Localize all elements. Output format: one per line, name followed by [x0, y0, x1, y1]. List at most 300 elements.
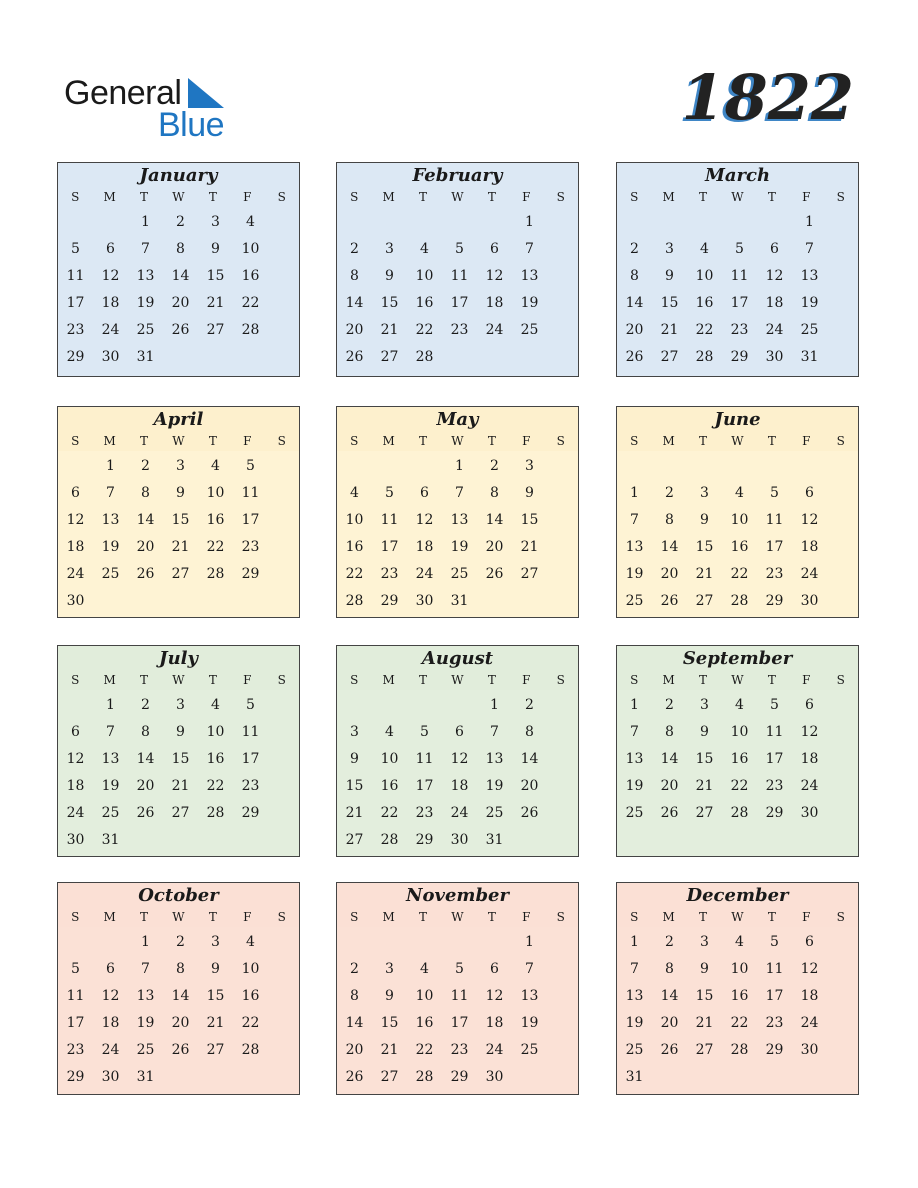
day-cell: 5 — [71, 961, 80, 977]
month-december — [616, 882, 859, 1095]
day-cell: 10 — [730, 512, 749, 528]
weekday-label: S — [556, 434, 565, 448]
weekday-label: S — [630, 190, 639, 204]
day-cell: 29 — [66, 349, 85, 365]
weekday-label: S — [71, 673, 80, 687]
day-cell: 2 — [525, 697, 534, 713]
day-cell: 5 — [735, 241, 744, 257]
day-cell: 26 — [660, 805, 679, 821]
month-header — [58, 163, 299, 207]
weekday-label: F — [802, 190, 811, 204]
day-cell: 28 — [415, 349, 434, 365]
day-cell: 2 — [350, 961, 359, 977]
day-cell: 27 — [206, 1042, 225, 1058]
weekday-label: S — [630, 910, 639, 924]
day-cell: 13 — [625, 751, 644, 767]
day-cell: 8 — [350, 268, 359, 284]
day-cell: 3 — [176, 458, 185, 474]
day-cell: 3 — [211, 214, 220, 230]
day-cell: 23 — [765, 778, 784, 794]
empty-day-cell — [93, 931, 128, 958]
day-cell: 8 — [665, 512, 674, 528]
day-cell: 3 — [525, 458, 534, 474]
day-cell: 7 — [141, 241, 150, 257]
day-cell: 6 — [71, 485, 80, 501]
empty-day-cell — [337, 455, 372, 482]
weekday-label: M — [382, 434, 395, 448]
month-november — [336, 882, 579, 1095]
weekday-label: W — [172, 434, 185, 448]
day-cell: 27 — [695, 805, 714, 821]
day-cell: 11 — [415, 751, 434, 767]
brand-logo — [64, 74, 234, 142]
empty-day-cell — [58, 931, 93, 958]
day-cell: 18 — [485, 1015, 504, 1031]
day-cell: 27 — [695, 593, 714, 609]
empty-day-cell — [442, 931, 477, 958]
day-cell: 19 — [520, 1015, 539, 1031]
day-cell: 26 — [136, 566, 155, 582]
day-cell: 17 — [765, 751, 784, 767]
weekday-label: S — [277, 434, 286, 448]
day-cell: 8 — [141, 485, 150, 501]
day-cell: 18 — [800, 539, 819, 555]
day-cell: 6 — [490, 961, 499, 977]
day-cell: 9 — [385, 988, 394, 1004]
day-cell: 9 — [211, 241, 220, 257]
weekday-label: F — [243, 190, 252, 204]
day-cell: 13 — [625, 539, 644, 555]
day-cell: 7 — [525, 241, 534, 257]
day-cell: 14 — [345, 1015, 364, 1031]
day-cell: 23 — [765, 1015, 784, 1031]
day-cell: 20 — [660, 566, 679, 582]
day-cell: 31 — [101, 832, 120, 848]
day-cell: 18 — [485, 295, 504, 311]
day-grid — [337, 690, 578, 856]
day-cell: 10 — [730, 724, 749, 740]
day-cell: 6 — [71, 724, 80, 740]
day-cell: 27 — [345, 832, 364, 848]
weekday-label: W — [172, 190, 185, 204]
day-cell: 16 — [730, 539, 749, 555]
day-cell: 2 — [141, 458, 150, 474]
weekday-header-row — [617, 431, 858, 451]
day-cell: 19 — [450, 539, 469, 555]
brand-name-blue: Blue — [158, 106, 225, 144]
day-cell: 1 — [141, 934, 150, 950]
day-cell: 25 — [800, 322, 819, 338]
day-cell: 21 — [380, 1042, 399, 1058]
day-cell: 1 — [630, 485, 639, 501]
day-cell: 5 — [420, 724, 429, 740]
day-cell: 19 — [800, 295, 819, 311]
day-grid — [617, 451, 858, 617]
day-cell: 4 — [246, 934, 255, 950]
weekday-label: S — [277, 190, 286, 204]
day-cell: 29 — [765, 593, 784, 609]
day-cell: 6 — [805, 697, 814, 713]
day-cell: 13 — [101, 512, 120, 528]
month-header — [337, 163, 578, 207]
day-cell: 25 — [625, 1042, 644, 1058]
day-cell: 7 — [106, 724, 115, 740]
month-september — [616, 645, 859, 857]
day-cell: 12 — [485, 988, 504, 1004]
day-cell: 14 — [136, 512, 155, 528]
month-header — [58, 646, 299, 690]
weekday-label: T — [419, 910, 428, 924]
weekday-label: M — [382, 910, 395, 924]
day-cell: 17 — [765, 988, 784, 1004]
weekday-label: M — [382, 190, 395, 204]
weekday-label: T — [208, 910, 217, 924]
day-cell: 14 — [660, 539, 679, 555]
month-name: May — [436, 409, 479, 430]
day-cell: 7 — [630, 724, 639, 740]
weekday-label: T — [699, 910, 708, 924]
day-cell: 12 — [800, 512, 819, 528]
empty-day-cell — [792, 455, 827, 482]
day-cell: 25 — [136, 1042, 155, 1058]
day-grid — [617, 927, 858, 1093]
month-header — [617, 163, 858, 207]
day-cell: 15 — [206, 268, 225, 284]
weekday-label: S — [556, 190, 565, 204]
day-cell: 1 — [106, 697, 115, 713]
day-cell: 27 — [380, 1069, 399, 1085]
day-cell: 1 — [455, 458, 464, 474]
weekday-label: T — [767, 434, 776, 448]
day-grid — [617, 207, 858, 373]
day-cell: 5 — [770, 485, 779, 501]
day-cell: 30 — [765, 349, 784, 365]
weekday-label: F — [522, 673, 531, 687]
day-cell: 26 — [136, 805, 155, 821]
day-cell: 15 — [660, 295, 679, 311]
weekday-label: F — [243, 434, 252, 448]
day-cell: 20 — [485, 539, 504, 555]
day-cell: 1 — [805, 214, 814, 230]
month-header — [617, 407, 858, 451]
weekday-label: S — [71, 910, 80, 924]
weekday-label: T — [699, 190, 708, 204]
day-cell: 14 — [520, 751, 539, 767]
day-cell: 11 — [241, 724, 260, 740]
empty-day-cell — [617, 455, 652, 482]
day-cell: 7 — [106, 485, 115, 501]
day-cell: 22 — [241, 295, 260, 311]
day-cell: 7 — [805, 241, 814, 257]
day-cell: 16 — [241, 268, 260, 284]
weekday-label: T — [767, 190, 776, 204]
day-cell: 11 — [450, 268, 469, 284]
weekday-label: W — [731, 434, 744, 448]
day-cell: 8 — [350, 988, 359, 1004]
day-cell: 10 — [730, 961, 749, 977]
day-cell: 30 — [101, 1069, 120, 1085]
day-cell: 22 — [345, 566, 364, 582]
weekday-label: W — [451, 434, 464, 448]
empty-day-cell — [372, 211, 407, 238]
day-cell: 4 — [211, 458, 220, 474]
weekday-label: F — [243, 673, 252, 687]
month-name: December — [686, 885, 789, 906]
month-name: July — [159, 648, 198, 669]
day-cell: 28 — [241, 1042, 260, 1058]
day-cell: 22 — [415, 1042, 434, 1058]
day-cell: 3 — [385, 241, 394, 257]
month-january — [57, 162, 300, 377]
day-cell: 5 — [455, 961, 464, 977]
weekday-label: W — [731, 673, 744, 687]
day-cell: 8 — [490, 485, 499, 501]
day-cell: 12 — [101, 268, 120, 284]
day-cell: 28 — [415, 1069, 434, 1085]
day-cell: 25 — [625, 805, 644, 821]
weekday-header-row — [337, 431, 578, 451]
day-cell: 19 — [485, 778, 504, 794]
day-cell: 29 — [66, 1069, 85, 1085]
day-cell: 16 — [241, 988, 260, 1004]
day-cell: 11 — [450, 988, 469, 1004]
month-april — [57, 406, 300, 618]
empty-day-cell — [337, 694, 372, 721]
day-cell: 28 — [206, 805, 225, 821]
day-cell: 29 — [380, 593, 399, 609]
day-cell: 31 — [800, 349, 819, 365]
day-cell: 4 — [211, 697, 220, 713]
day-cell: 17 — [730, 295, 749, 311]
day-cell: 25 — [625, 593, 644, 609]
day-cell: 30 — [450, 832, 469, 848]
day-cell: 19 — [136, 1015, 155, 1031]
day-cell: 17 — [241, 512, 260, 528]
day-cell: 19 — [625, 1015, 644, 1031]
day-cell: 16 — [415, 295, 434, 311]
day-cell: 4 — [350, 485, 359, 501]
day-cell: 25 — [520, 1042, 539, 1058]
day-cell: 9 — [211, 961, 220, 977]
day-cell: 9 — [665, 268, 674, 284]
weekday-header-row — [58, 907, 299, 927]
day-cell: 3 — [700, 934, 709, 950]
day-cell: 20 — [345, 322, 364, 338]
day-cell: 7 — [455, 485, 464, 501]
weekday-label: W — [451, 190, 464, 204]
weekday-label: S — [277, 910, 286, 924]
day-cell: 15 — [695, 988, 714, 1004]
day-cell: 7 — [525, 961, 534, 977]
weekday-label: W — [451, 673, 464, 687]
day-cell: 14 — [171, 988, 190, 1004]
day-cell: 24 — [66, 566, 85, 582]
day-cell: 3 — [176, 697, 185, 713]
brand-name-general: General — [64, 74, 182, 112]
weekday-label: S — [836, 910, 845, 924]
weekday-label: T — [487, 910, 496, 924]
weekday-label: T — [140, 190, 149, 204]
month-february — [336, 162, 579, 377]
day-cell: 15 — [695, 539, 714, 555]
weekday-label: M — [103, 673, 116, 687]
weekday-label: T — [487, 673, 496, 687]
month-header — [58, 407, 299, 451]
day-cell: 20 — [625, 322, 644, 338]
day-cell: 8 — [176, 961, 185, 977]
day-cell: 27 — [380, 349, 399, 365]
weekday-label: M — [103, 910, 116, 924]
day-cell: 30 — [66, 832, 85, 848]
day-cell: 12 — [66, 751, 85, 767]
day-cell: 30 — [101, 349, 120, 365]
empty-day-cell — [372, 455, 407, 482]
weekday-label: S — [630, 434, 639, 448]
day-cell: 10 — [345, 512, 364, 528]
day-cell: 22 — [380, 805, 399, 821]
day-cell: 21 — [695, 566, 714, 582]
day-cell: 8 — [176, 241, 185, 257]
day-cell: 19 — [625, 778, 644, 794]
day-cell: 29 — [241, 566, 260, 582]
day-cell: 12 — [800, 724, 819, 740]
weekday-header-row — [58, 670, 299, 690]
weekday-label: M — [662, 910, 675, 924]
day-cell: 14 — [345, 295, 364, 311]
day-cell: 15 — [345, 778, 364, 794]
day-cell: 14 — [136, 751, 155, 767]
day-cell: 8 — [141, 724, 150, 740]
weekday-label: T — [208, 673, 217, 687]
day-cell: 27 — [171, 566, 190, 582]
day-cell: 2 — [665, 934, 674, 950]
day-cell: 10 — [695, 268, 714, 284]
weekday-label: T — [487, 190, 496, 204]
day-cell: 29 — [765, 805, 784, 821]
day-cell: 5 — [770, 934, 779, 950]
day-cell: 28 — [380, 832, 399, 848]
day-cell: 23 — [380, 566, 399, 582]
day-grid — [337, 207, 578, 373]
day-cell: 9 — [176, 724, 185, 740]
day-cell: 11 — [765, 512, 784, 528]
empty-day-cell — [407, 931, 442, 958]
day-cell: 26 — [660, 593, 679, 609]
day-cell: 10 — [206, 724, 225, 740]
month-may — [336, 406, 579, 618]
day-cell: 29 — [450, 1069, 469, 1085]
day-cell: 10 — [380, 751, 399, 767]
day-cell: 26 — [171, 322, 190, 338]
day-cell: 16 — [730, 988, 749, 1004]
day-cell: 9 — [700, 961, 709, 977]
empty-day-cell — [722, 211, 757, 238]
weekday-label: F — [522, 190, 531, 204]
empty-day-cell — [757, 211, 792, 238]
weekday-label: F — [802, 673, 811, 687]
day-cell: 2 — [176, 934, 185, 950]
day-cell: 23 — [66, 322, 85, 338]
day-cell: 28 — [695, 349, 714, 365]
year-title: 1822 — [681, 61, 854, 134]
month-name: August — [421, 648, 494, 669]
day-grid — [617, 690, 858, 829]
weekday-label: T — [208, 190, 217, 204]
day-cell: 20 — [171, 295, 190, 311]
day-cell: 30 — [485, 1069, 504, 1085]
day-cell: 9 — [385, 268, 394, 284]
day-cell: 26 — [625, 349, 644, 365]
empty-day-cell — [407, 455, 442, 482]
day-cell: 11 — [765, 724, 784, 740]
weekday-header-row — [337, 187, 578, 207]
day-cell: 14 — [660, 988, 679, 1004]
day-cell: 14 — [485, 512, 504, 528]
weekday-label: S — [350, 190, 359, 204]
day-cell: 15 — [520, 512, 539, 528]
weekday-label: M — [662, 434, 675, 448]
day-cell: 27 — [171, 805, 190, 821]
day-cell: 30 — [800, 1042, 819, 1058]
day-cell: 6 — [106, 961, 115, 977]
day-cell: 19 — [101, 539, 120, 555]
day-cell: 4 — [700, 241, 709, 257]
day-cell: 5 — [385, 485, 394, 501]
day-cell: 28 — [241, 322, 260, 338]
day-cell: 22 — [241, 1015, 260, 1031]
day-cell: 21 — [695, 1015, 714, 1031]
month-october — [57, 882, 300, 1095]
day-cell: 20 — [660, 778, 679, 794]
day-cell: 31 — [136, 1069, 155, 1085]
day-cell: 24 — [415, 566, 434, 582]
day-cell: 24 — [101, 322, 120, 338]
day-cell: 3 — [211, 934, 220, 950]
day-cell: 17 — [66, 1015, 85, 1031]
day-cell: 15 — [695, 751, 714, 767]
day-cell: 24 — [800, 1015, 819, 1031]
day-cell: 18 — [800, 751, 819, 767]
day-cell: 22 — [695, 322, 714, 338]
day-cell: 28 — [730, 593, 749, 609]
day-cell: 11 — [730, 268, 749, 284]
day-cell: 29 — [415, 832, 434, 848]
weekday-label: W — [731, 910, 744, 924]
day-cell: 15 — [206, 988, 225, 1004]
month-july — [57, 645, 300, 857]
day-cell: 2 — [141, 697, 150, 713]
day-cell: 18 — [101, 1015, 120, 1031]
empty-day-cell — [652, 455, 687, 482]
day-cell: 3 — [385, 961, 394, 977]
month-august — [336, 645, 579, 857]
day-cell: 2 — [665, 485, 674, 501]
day-cell: 4 — [735, 485, 744, 501]
day-cell: 27 — [520, 566, 539, 582]
day-cell: 20 — [171, 1015, 190, 1031]
day-cell: 17 — [450, 295, 469, 311]
day-grid — [58, 690, 299, 856]
month-name: November — [406, 885, 509, 906]
day-cell: 21 — [206, 295, 225, 311]
day-cell: 13 — [136, 268, 155, 284]
day-grid — [337, 927, 578, 1093]
day-cell: 16 — [206, 751, 225, 767]
day-cell: 16 — [380, 778, 399, 794]
day-cell: 1 — [490, 697, 499, 713]
day-cell: 21 — [695, 778, 714, 794]
day-cell: 22 — [206, 539, 225, 555]
